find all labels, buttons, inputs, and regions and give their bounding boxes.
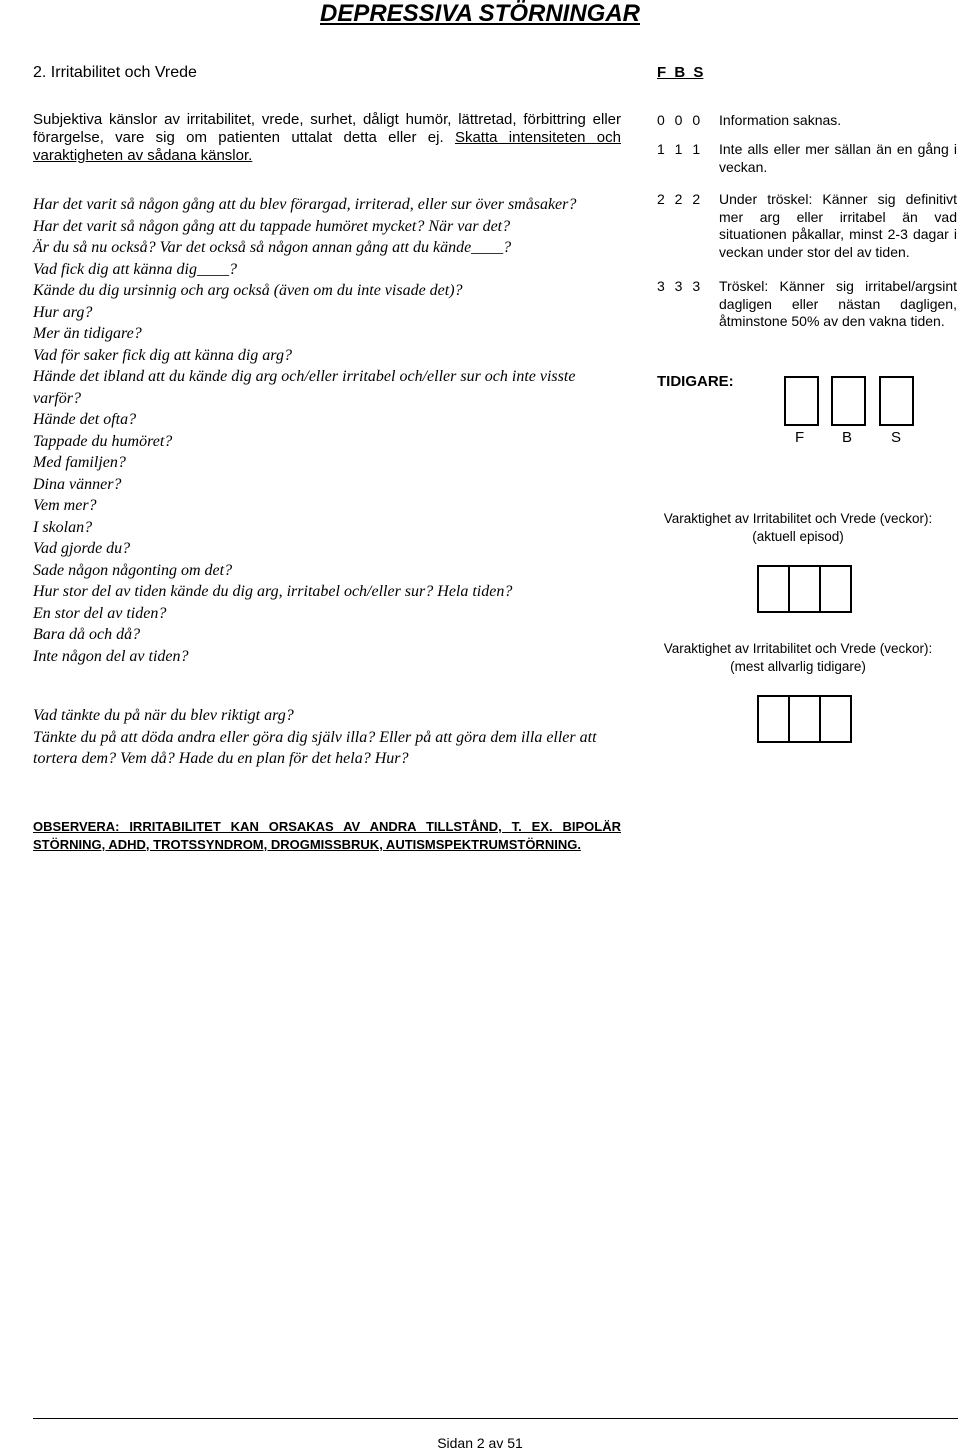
question: Vad för saker fick dig att känna dig arg? [33,346,292,364]
scale-description: Inte alls eller mer sällan än en gång i veckan. [719,141,957,175]
section-title: 2. Irritabilitet och Vrede [33,64,197,81]
question: Vem mer? [33,497,97,514]
question: Hände det ibland att du kände dig arg och/eller irritabel och/eller sur och inte visste varför? [33,368,576,407]
duration-current-cell-1[interactable] [757,565,790,613]
question: Med familjen? [33,454,126,471]
question: Vad gjorde du? [33,540,131,557]
scale-description: Tröskel: Känner sig irritabel/argsint dagligen eller nästan dagligen, åtminstone 50% av den vakna tiden. [719,278,957,329]
interview-questions [33,194,623,667]
tidigare-label: TIDIGARE: [657,373,734,390]
scale-row-0 [657,112,957,132]
footer-divider [33,1418,958,1419]
page-number: Sidan 2 av 51 [437,1435,523,1451]
question: Vad fick dig att känna dig____? [33,260,237,278]
scale-codes: 1 1 1 [657,141,701,157]
question: Har det varit så någon gång att du blev förargad, irriterad, eller sur över småsaker? [33,196,577,213]
question: Dina vänner? [33,475,122,493]
scale-codes: 3 3 3 [657,278,701,294]
question: En stor del av tiden? [33,604,167,622]
intro-paragraph [33,111,621,165]
duration-past-title [640,640,956,676]
question: I skolan? [33,518,93,536]
duration-past-cell-2[interactable] [788,695,821,743]
fbs-column-header: F B S [657,64,704,81]
duration-past-subtitle: (mest allvarlig tidigare) [730,659,866,674]
question: Inte någon del av tiden? [33,647,189,665]
intro-instruction: Skatta intensiteten och varaktigheten av sådana känslor. [33,129,621,164]
question: Bara då och då? [33,626,141,643]
scale-row-1 [657,141,957,181]
duration-current-heading: Varaktighet av Irritabilitet och Vrede (veckor): [663,511,933,526]
scale-codes: 0 0 0 [657,112,701,128]
question: Mer än tidigare? [33,325,142,342]
question: Kände du dig ursinnig och arg också (även om du inte visade det)? [33,282,463,299]
duration-current-cell-2[interactable] [788,565,821,613]
scale-row-3 [657,278,957,358]
question: Sade någon någonting om det? [33,561,233,579]
question: Tappade du humöret? [33,432,173,450]
tidigare-box-b[interactable] [831,376,866,426]
question: Är du så nu också? Var det också så någon annan gång att du kände____? [33,239,512,256]
question: Vad tänkte du på när du blev riktigt arg? [33,707,294,724]
followup-questions [33,705,623,770]
question: Hände det ofta? [33,411,137,428]
scale-row-2 [657,191,957,271]
tidigare-label-f: F [795,429,805,446]
scale-codes: 2 2 2 [657,191,701,207]
duration-past-heading: Varaktighet av Irritabilitet och Vrede (veckor): [663,641,933,656]
scale-description: Under tröskel: Känner sig definitivt mer arg eller irritabel än vad situationen påkallar, minst 2-3 dagar i veckan under stor del av tiden. [719,191,957,260]
tidigare-label-b: B [842,429,853,446]
question: Hur arg? [33,303,93,321]
question: Tänkte du på att döda andra eller göra dig själv illa? Eller på att göra dem illa eller att tortera dem? Vem då? Hade du en plan för det hela? Hur? [33,728,597,767]
question: Har det varit så någon gång att du tappade humöret mycket? När var det? [33,217,511,235]
tidigare-box-f[interactable] [784,376,819,426]
question: Hur stor del av tiden kände du dig arg, irritabel och/eller sur? Hela tiden? [33,583,513,600]
intro-text: Subjektiva känslor av irritabilitet, vrede, surhet, dåligt humör, lättretad, förbittring eller förargelse, vare sig om patienten uttalat detta eller ej. [33,111,621,146]
duration-current-subtitle: (aktuell episod) [752,529,844,544]
tidigare-box-s[interactable] [879,376,914,426]
duration-past-cell-3[interactable] [819,695,852,743]
scale-description: Information saknas. [719,112,842,128]
tidigare-label-s: S [891,429,902,446]
duration-past-cell-1[interactable] [757,695,790,743]
duration-current-title [640,510,956,546]
page-title: DEPRESSIVA STÖRNINGAR [319,0,641,27]
observera-note: OBSERVERA: IRRITABILITET KAN ORSAKAS AV ANDRA TILLSTÅND, T. EX. BIPOLÄR STÖRNING, ADHD, TROTSSYNDROM, DROGMISSBRUK, AUTISMSPEKTRUMSTÖRNING. [33,819,621,852]
duration-current-cell-3[interactable] [819,565,852,613]
